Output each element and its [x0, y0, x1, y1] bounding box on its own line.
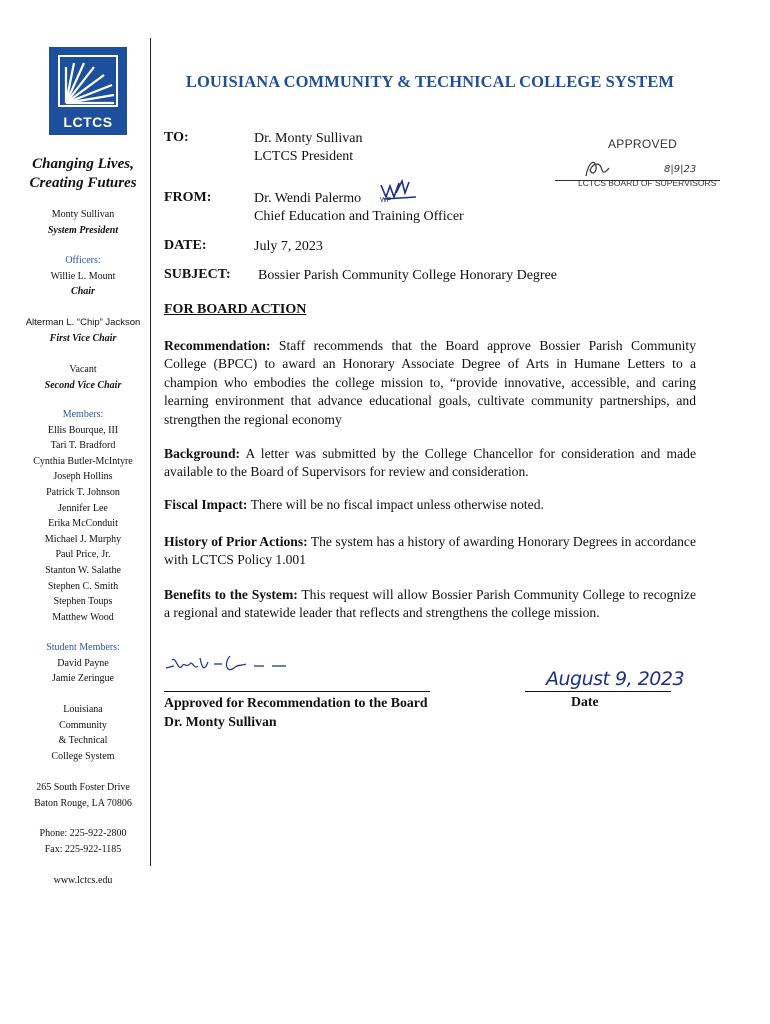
recommendation-paragraph	[164, 337, 696, 429]
history-text: The system has a history of awarding Honorary Degrees in accordance with LCTCS Policy 1.001	[164, 534, 696, 568]
first-vice-title: First Vice Chair	[49, 332, 117, 344]
background-text: A letter was submitted by the College Chancellor for consideration and made available to the Board of Supervisors for review and consideration.	[164, 446, 696, 480]
org-line: Louisiana	[63, 704, 103, 715]
first-vice-name: Alterman L. “Chip” Jackson	[25, 317, 141, 328]
recommendation-text: Staff recommends that the Board approve Bossier Parish Community College (BPCC) to award an Honorary Associate Degree of Arts in Humane Letters to a champion who embodies the college mission to, “provide innovative, accessible, and caring learning environment that advance educational goals, cultivate community partnerships, and strengthen the regional economy	[164, 338, 696, 427]
from-label: FROM:	[164, 190, 212, 205]
org-name-block	[20, 702, 146, 764]
benefits-text: This request will allow Bossier Parish Community College to recognize a regional and statewide leader that reflects and strengthens the college mission.	[164, 587, 696, 621]
sidebar-divider	[150, 38, 151, 866]
president-block	[20, 207, 146, 238]
president-name: Monty Sullivan	[51, 209, 115, 220]
members-heading: Members:	[62, 409, 104, 420]
members-block	[20, 407, 146, 625]
address-line-2: Baton Rouge, LA 70806	[34, 797, 132, 809]
date-value: July 7, 2023	[254, 239, 323, 254]
member-item: Michael J. Murphy	[44, 533, 122, 545]
tagline-line-1: Changing Lives,	[32, 156, 134, 172]
second-vice-block	[20, 362, 146, 393]
background-paragraph	[164, 445, 696, 482]
subject-value: Bossier Parish Community College Honorary Degree	[258, 268, 558, 283]
officers-block	[20, 253, 146, 300]
logo-rays-icon	[58, 55, 118, 107]
chair-name: Willie L. Mount	[50, 270, 116, 282]
tagline-line-2: Creating Futures	[29, 175, 137, 191]
date-caption: Date	[571, 694, 599, 709]
first-vice-block	[20, 315, 146, 346]
address-block	[20, 780, 146, 811]
date-signature-line	[525, 691, 671, 692]
officers-heading: Officers:	[65, 255, 101, 266]
fiscal-impact-text: There will be no fiscal impact unless otherwise noted.	[247, 497, 544, 512]
fiscal-impact-label: Fiscal Impact:	[164, 497, 248, 512]
from-name: Dr. Wendi Palermo	[254, 191, 362, 206]
student-item: Jamie Zeringue	[52, 673, 114, 685]
page-title: LOUISIANA COMMUNITY & TECHNICAL COLLEGE SYSTEM	[185, 72, 675, 91]
org-line: & Technical	[58, 735, 108, 747]
phone-number: Phone: 225-922-2800	[39, 828, 127, 839]
approved-board-label: LCTCS BOARD OF SUPERVISORS	[578, 178, 717, 188]
president-signature-icon	[164, 648, 304, 680]
approved-stamp-label: APPROVED	[608, 137, 678, 151]
member-item: Matthew Wood	[52, 611, 114, 623]
second-vice-name: Vacant	[69, 364, 97, 375]
approval-caption-line-2: Dr. Monty Sullivan	[164, 713, 277, 729]
recommendation-label: Recommendation:	[164, 338, 271, 353]
history-label: History of Prior Actions:	[164, 534, 308, 549]
org-line: College System	[51, 750, 115, 762]
board-action-heading: FOR BOARD ACTION	[164, 302, 307, 317]
student-members-block	[20, 640, 146, 687]
member-item: Stephen Toups	[53, 596, 113, 608]
approval-caption	[164, 694, 428, 731]
member-item: Stephen C. Smith	[47, 580, 119, 592]
member-item: Paul Price, Jr.	[55, 549, 111, 561]
lctcs-logo	[49, 47, 127, 135]
member-item: Erika McConduit	[48, 518, 118, 530]
benefits-label: Benefits to the System:	[164, 587, 298, 602]
student-members-heading: Student Members:	[46, 642, 120, 653]
to-label: TO:	[164, 130, 189, 145]
second-vice-title: Second Vice Chair	[44, 379, 122, 391]
subject-label: SUBJECT:	[164, 267, 231, 282]
from-title: Chief Education and Training Officer	[254, 209, 464, 224]
benefits-paragraph	[164, 586, 696, 623]
tagline	[20, 155, 146, 193]
member-item: Tari T. Bradford	[50, 440, 116, 452]
approval-signature-line	[164, 691, 430, 692]
fiscal-impact-paragraph	[164, 496, 696, 514]
website-link[interactable]: www.lctcs.edu	[53, 875, 113, 886]
member-item: Cynthia Butler-McIntyre	[33, 455, 133, 467]
president-title: System President	[47, 224, 119, 236]
student-item: David Payne	[57, 657, 109, 669]
logo-text: LCTCS	[63, 114, 113, 130]
address-line-1: 265 South Foster Drive	[36, 782, 130, 793]
approval-caption-line-1: Approved for Recommendation to the Board	[164, 695, 428, 710]
org-line: Community	[59, 719, 107, 731]
member-item: Patrick T. Johnson	[46, 486, 120, 498]
member-item: Stanton W. Salathe	[45, 564, 121, 576]
contact-block	[20, 826, 146, 857]
handwritten-date: August 9, 2023	[546, 668, 685, 690]
chair-title: Chair	[71, 286, 95, 298]
to-name: Dr. Monty Sullivan	[254, 131, 363, 146]
background-label: Background:	[164, 446, 241, 461]
history-paragraph	[164, 533, 696, 570]
approved-date: 8|9|23	[664, 164, 697, 175]
member-item: Jennifer Lee	[58, 502, 108, 514]
to-title: LCTCS President	[254, 149, 354, 164]
fax-number: Fax: 225-922-1185	[44, 843, 122, 855]
member-item: Joseph Hollins	[53, 471, 113, 483]
member-item: Ellis Bourque, III	[47, 424, 119, 436]
from-initials: WP	[380, 197, 392, 204]
date-label: DATE:	[164, 238, 207, 253]
